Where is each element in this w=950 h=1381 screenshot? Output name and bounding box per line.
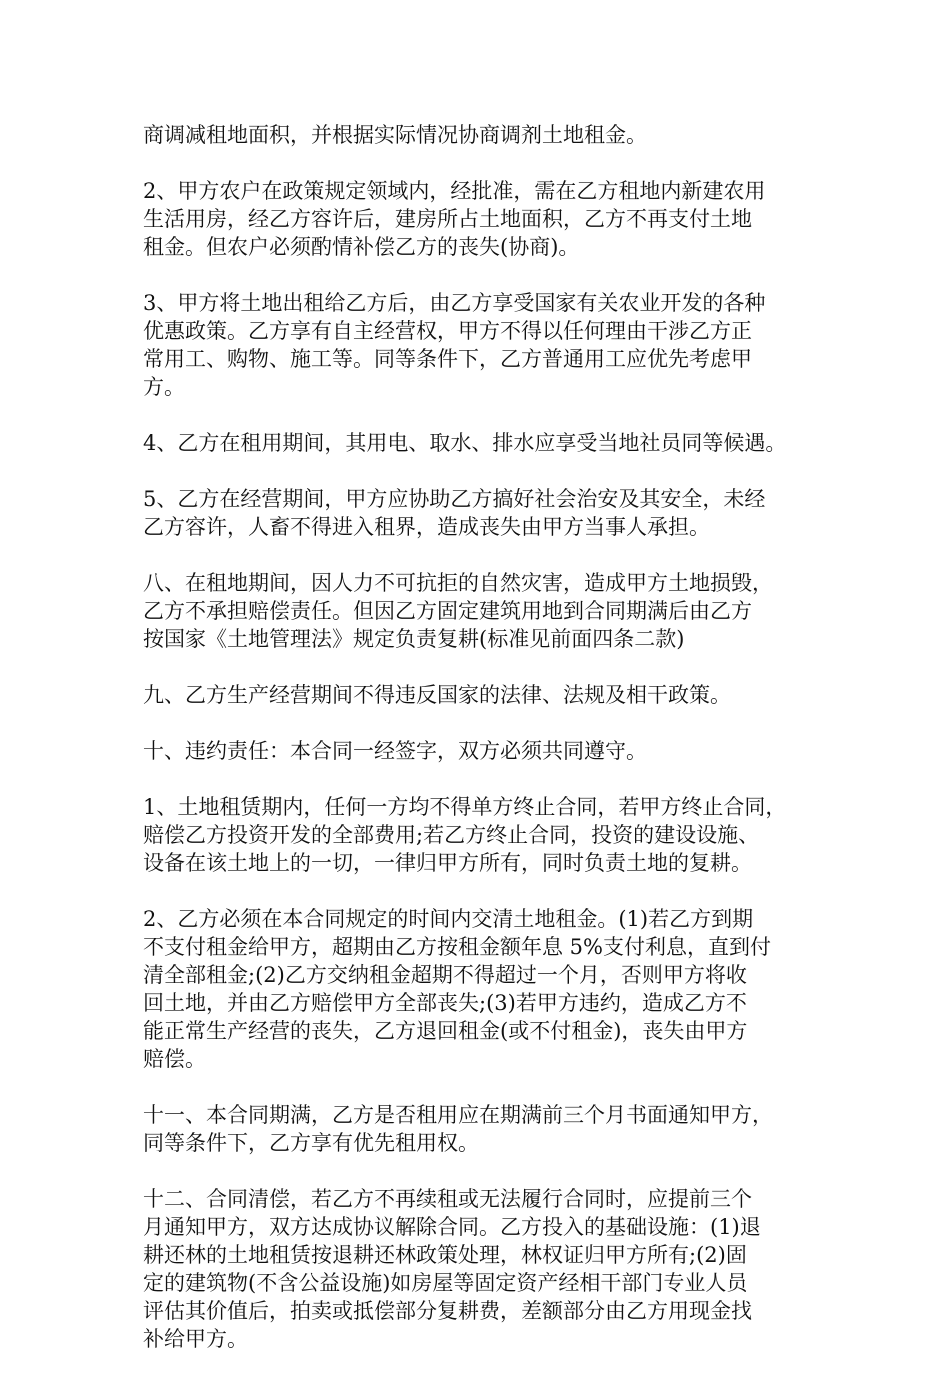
paragraph-clause-4-utilities: 4、乙方在租用期间，其用电、取水、排水应享受当地社员同等候遇。 — [143, 431, 787, 455]
paragraph-section-9-law: 九、乙方生产经营期间不得违反国家的法律、法规及相干政策。 — [143, 683, 731, 707]
paragraph-section-8-disaster: 八、在租地期间，因人力不可抗拒的自然灾害，造成甲方土地损毁， 乙方不承担赔偿责任。但因乙方固定建筑用地到合同期满后由乙方 按国家《土地管理法》规定负责复耕(标准见前面四条二款) — [143, 571, 773, 651]
paragraph-liability-1-termination: 1、土地租赁期内，任何一方均不得单方终止合同，若甲方终止合同， 赔偿乙方投资开发的全部费用;若乙方终止合同，投资的建设设施、 设备在该土地上的一切，一律归甲方所有，同时负责土地的复耕。 — [143, 795, 787, 875]
paragraph-rent-adjust: 商调减租地面积，并根据实际情况协商调剂土地租金。 — [143, 123, 647, 147]
paragraph-clause-5-security: 5、乙方在经营期间，甲方应协助乙方搞好社会治安及其安全，未经 乙方容许，人畜不得进入租界，造成丧失由甲方当事人承担。 — [143, 487, 766, 539]
paragraph-section-11-renewal: 十一、本合同期满，乙方是否租用应在期满前三个月书面通知甲方， 同等条件下，乙方享有优先租用权。 — [143, 1103, 773, 1155]
paragraph-liability-2-rent: 2、乙方必须在本合同规定的时间内交清土地租金。(1)若乙方到期 不支付租金给甲方，超期由乙方按租金额年息 5%支付利息，直到付 清全部租金;(2)乙方交纳租金超期不得超过一个月，否则甲方将收 回土地，并由乙方赔偿甲方全部丧失;(3)若甲方违约，造成乙方不 能正常生产经营的丧失，乙方退回租金(或不付租金)，丧失由甲方 赔偿。 — [143, 907, 771, 1071]
document-body — [143, 121, 823, 1381]
paragraph-clause-3-policy: 3、甲方将土地出租给乙方后，由乙方享受国家有关农业开发的各种 优惠政策。乙方享有自主经营权，甲方不得以任何理由干涉乙方正 常用工、购物、施工等。同等条件下，乙方普通用工应优先考虑甲 方。 — [143, 291, 766, 399]
paragraph-clause-2-housing: 2、甲方农户在政策规定领域内，经批准，需在乙方租地内新建农用 生活用房，经乙方容许后，建房所占土地面积，乙方不再支付土地 租金。但农户必须酌情补偿乙方的丧失(协商)。 — [143, 179, 766, 259]
paragraph-section-10-liability: 十、违约责任：本合同一经签字，双方必须共同遵守。 — [143, 739, 647, 763]
paragraph-section-12-settlement: 十二、合同清偿，若乙方不再续租或无法履行合同时，应提前三个 月通知甲方，双方达成协议解除合同。乙方投入的基础设施：(1)退 耕还林的土地租赁按退耕还林政策处理，林权证归甲方所有;(2)固 定的建筑物(不含公益设施)如房屋等固定资产经相干部门专业人员 评估其价值后，拍卖或抵偿部分复耕费，差额部分由乙方用现金找 补给甲方。 — [143, 1187, 761, 1351]
